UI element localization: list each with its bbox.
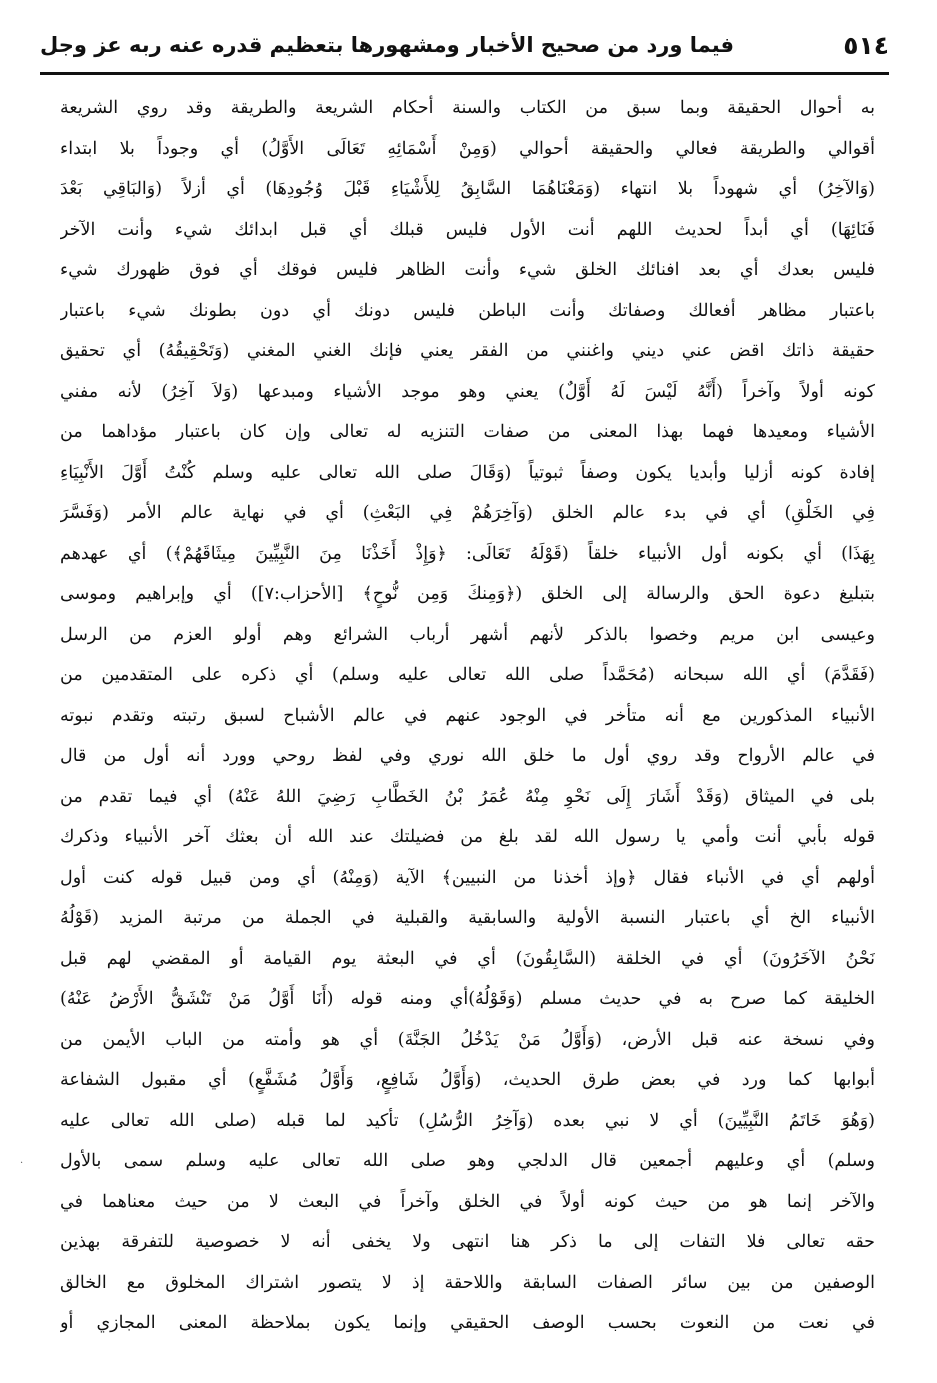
text-line: باعتبار مظاهر أفعالك وصفاتك وأنت الباطن فليس دونك أي دون بطونك شيء باعتبار [60,300,875,321]
text-line: أقوالي والطريقة فعالي والحقيقة أحوالي (وَمِنْ أَسْمَائِهِ تَعَالَى الأَوَّلُ) أي وجوداً بلا ابتداء [60,138,875,159]
text-line: وفي نسخة عنه قبل الأرض، (وَأَوَّلُ مَنْ يَدْخُلُ الجَنَّةَ) أي هو وأمته من الباب الأيمن من [60,1029,875,1050]
text-line: الأنبياء الخ أي باعتبار النسبة الأولية والسابقية والقبلية في الجملة من مرتبة المزيد (قَوْلُهُ [60,908,875,928]
text-line: (فَقَدَّمَ) أي الله سبحانه (مُحَمَّداً صلى الله تعالى عليه وسلم) أي ذكره على المتقدمين من [60,665,875,685]
text-line: بلى في الميثاق (وَقَدْ أَشَارَ إِلَى نَحْوِ مِنْهُ عُمَرُ بْنُ الخَطَّابِ رَضِيَ اللهُ عَنْهُ) أي فيما تقدم من [60,786,875,807]
text-line: بِهَذَا) أي بكونه أول الأنبياء خلقاً (قَوْلَهُ تَعَالَى: ﴿وَإِذْ أَخَذْنَا مِنَ النَّبِيِّينَ مِيثَاقَهُمْ﴾) أي عهدهم [60,543,875,564]
text-line: فَنَائِهَا) أي أبداً لحديث اللهم أنت الأول فليس قبلك أي قبل ابدائك شيء وأنت الآخر [60,219,875,240]
page-header [40,22,889,68]
text-line: أولهم أي في الأنباء فقال ﴿وإذ أخذنا من النبيين﴾ الآية (وَمِنْهُ) أي ومن قبيل قوله كنت أول [60,867,875,888]
page-number: ٥١٤ [843,30,889,60]
text-line: أبوابها كما ورد في بعض طرق الحديث، (وَأَوَّلُ شَافِعٍ، وَأَوَّلُ مُشَفَّعٍ) أي مقبول الشفاعة [60,1070,875,1090]
text-line: الخليقة كما صرح به في حديث مسلم (وَقَوْلُهُ)أي ومنه قوله (أَنَا أَوَّلُ مَنْ تَنْشَقُّ الأَرْضُ عَنْهُ) [60,989,875,1009]
text-line: في عالم الأرواح وقد روي أول ما خلق الله نوري وفي لفظ روحي وورد أنه أول من قال [60,746,875,766]
text-line: به أحوال الحقيقة وبما سبق من الكتاب والسنة أحكام الشريعة والطريقة وقد روي الشريعة [60,98,875,118]
text-line: فليس بعدك أي بعد افنائك الخلق شيء وأنت الظاهر فليس فوقك أي فوق ظهورك شيء [60,260,875,280]
text-line: إفادة كونه أزليا وأبديا يكون وصفاً ثبوتياً (وَقَالَ صلى الله تعالى عليه وسلم كُنْتُ أَوَّلَ الأَنْبِيَاءِ [60,462,875,483]
text-line: حقه تعالى فلا التفات إلى ما ذكر هنا انتهى ولا يخفى أنه لا خصوصية للتفرقة بهذين [60,1232,875,1252]
text-line: (وَهُوَ خَاتَمُ النَّبِيِّينَ) أي لا نبي بعده (وَآخِرُ الرُّسُلِ) تأكيد لما قبله (صلى الله تعالى عليه [60,1110,875,1131]
running-title: فيما ورد من صحيح الأخبار ومشهورها بتعظيم قدره عنه ربه عز وجل [40,33,735,57]
text-line: بتبليغ دعوة الحق والرسالة إلى الخلق (﴿وَمِنكَ وَمِن نُّوحٍ﴾ [الأحزاب:٧]) أي وإبراهيم وموسى [60,584,875,604]
text-line: فِي الخَلْقِ) أي في بدء عالم الخلق (وَآخِرَهُمْ فِي البَعْثِ) أي في نهاية عالم الأمر (وَفَسَّرَ [60,503,875,523]
text-line: الوصفين من بين سائر الصفات السابقة واللاحقة إذ لا يتصور اشتراك المخلوق مع الخالق [60,1272,875,1293]
text-line: وعيسى ابن مريم وخصوا بالذكر لأنهم أشهر أرباب الشرائع وهم أولو العزم من الرسل [60,624,875,645]
text-line: (وَالآخِرُ) أي شهوداً بلا انتهاء (وَمَعْنَاهُمَا السَّابِقُ لِلأَشْيَاءِ قَبْلَ وُجُودِهَا) أي أزلاً (وَالبَاقِي بَعْدَ [60,179,875,199]
text-line: الأشياء ومعيدها فهما بهذا المعنى من صفات التنزيه له تعالى وإن كان باعتبار مؤداهما من [60,422,875,442]
text-line: نَحْنُ الآخَرُونَ) أي في الخلقة (السَّابِقُونَ) أي في البعثة يوم القيامة أو المقضي لهم قبل [60,948,875,969]
text-line: في نعت من النعوت بحسب الوصف الحقيقي وإنما يكون بملاحظة المعنى المجازي أو [60,1313,875,1333]
body-text [60,88,875,1344]
text-line: حقيقة ذاتك اقض عني ديني واغنني من الفقر يعني فإنك الغني المغني (وَتَحْقِيقُهُ) أي تحقيق [60,341,875,361]
header-rule [40,72,889,75]
scan-speck: · [20,1158,24,1169]
text-line: الأنبياء المذكورين مع أنه متأخر في الوجود عنهم في عالم الأشباح لسبق رتبته وتقدم نبوته [60,705,875,726]
text-line: قوله بأبي أنت وأمي يا رسول الله لقد بلغ من فضيلتك عند الله أن بعثك آخر الأنبياء وذكرك [60,827,875,847]
text-line: وسلم) أي وعليهم أجمعين قال الدلجي وهو صلى الله تعالى عليه وسلم سمى بالأول [60,1151,875,1171]
text-line: كونه أولاً وآخراً (أَنَّهُ لَيْسَ لَهُ أَوَّلٌ) يعني وهو موجد الأشياء ومبدعها (وَلاَ آخِرُ) لأنه مفني [60,381,875,402]
text-line: والآخر إنما هو من حيث كونه أولاً في الخلق وآخراً في البعث لا من حيث معناهما في [60,1191,875,1212]
